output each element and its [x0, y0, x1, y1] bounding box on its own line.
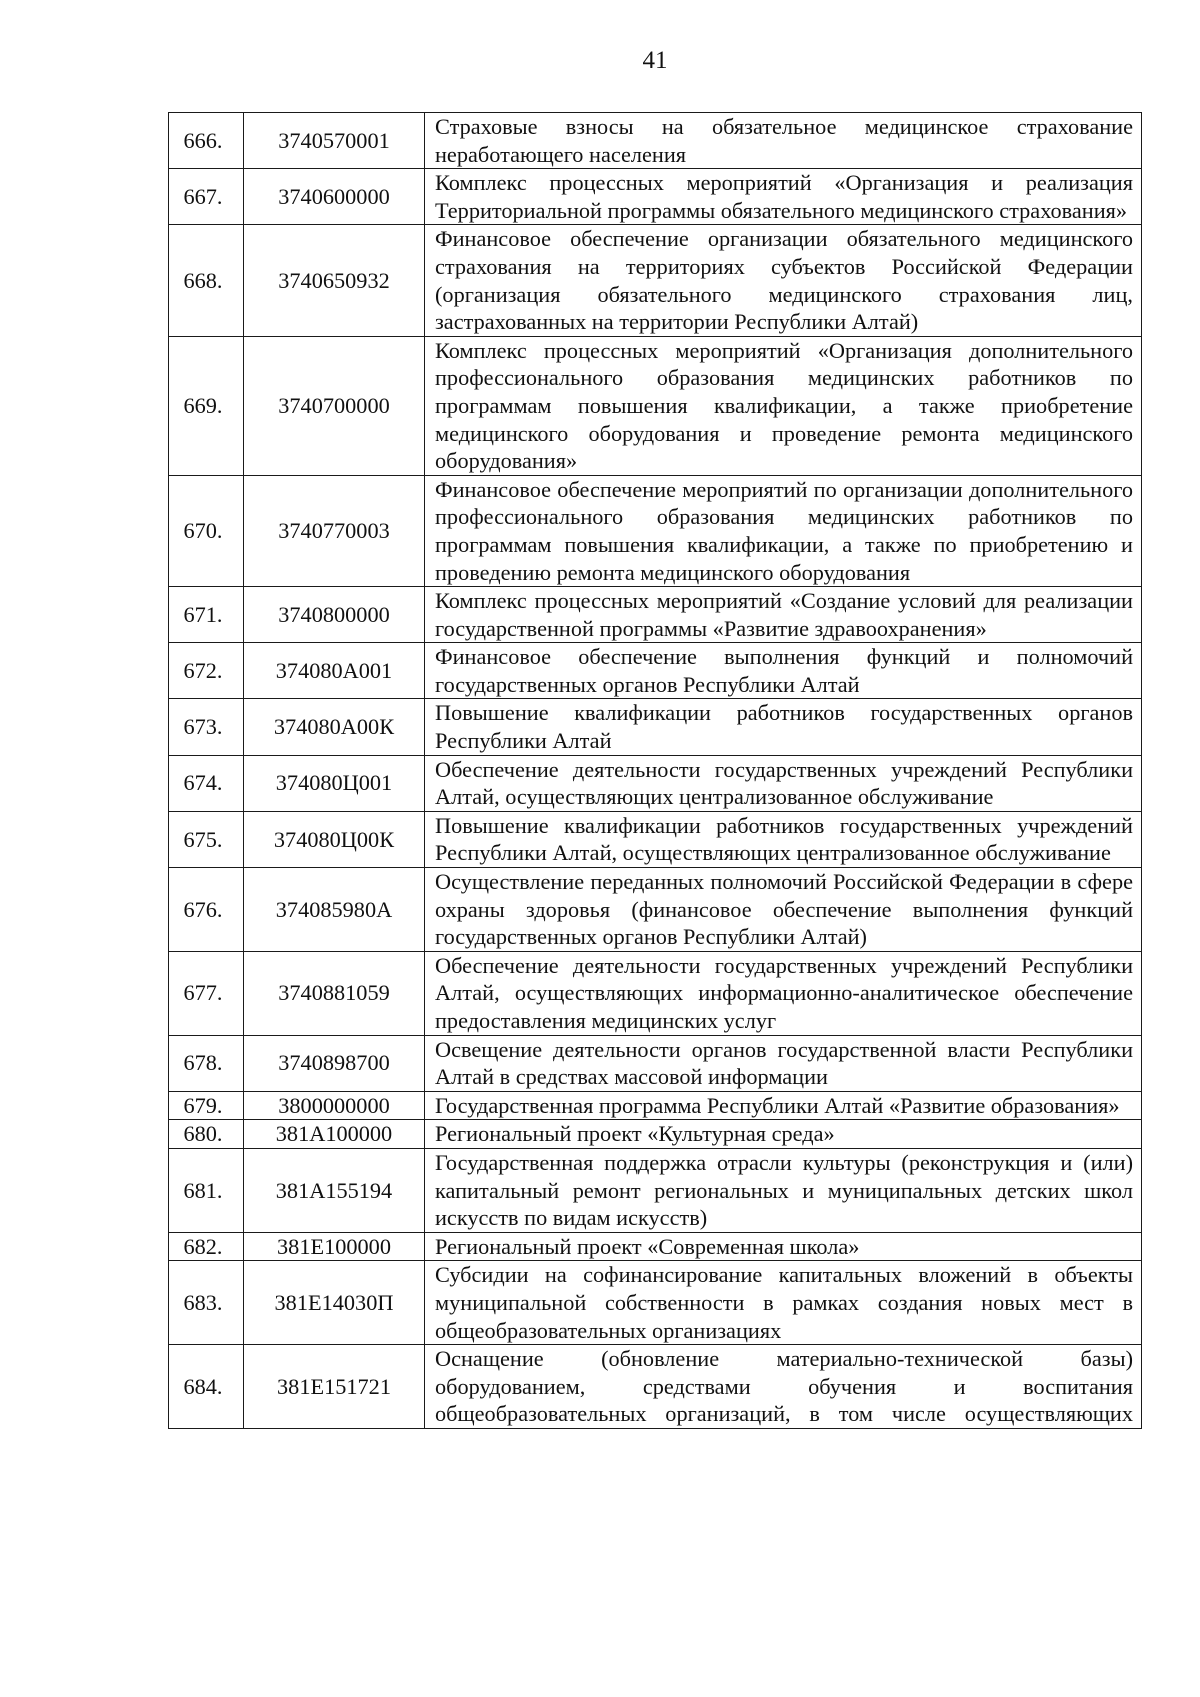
classification-code: 3740881059	[244, 951, 425, 1035]
row-description: Повышение квалификации работников государственных органов Республики Алтай	[425, 699, 1142, 755]
classification-code: 381Е14030П	[244, 1261, 425, 1345]
budget-codes-table	[168, 112, 1142, 1429]
classification-code: 3740898700	[244, 1035, 425, 1091]
row-number: 671.	[169, 587, 244, 643]
row-description: Обеспечение деятельности государственных учреждений Республики Алтай, осуществляющих информационно-аналитическое обеспечение предоставления медицинских услуг	[425, 951, 1142, 1035]
table-row	[169, 1148, 1142, 1232]
row-description: Финансовое обеспечение мероприятий по организации дополнительного профессионального образования медицинских работников по программам повышения квалификации, а также по приобретению и проведению ремонта медицинского оборудования	[425, 475, 1142, 586]
classification-code: 381Е100000	[244, 1232, 425, 1261]
table-row	[169, 113, 1142, 169]
table-row	[169, 1091, 1142, 1120]
row-number: 674.	[169, 755, 244, 811]
row-number: 683.	[169, 1261, 244, 1345]
row-description: Региональный проект «Культурная среда»	[425, 1120, 1142, 1149]
classification-code: 374080А001	[244, 643, 425, 699]
row-description: Финансовое обеспечение выполнения функций и полномочий государственных органов Республики Алтай	[425, 643, 1142, 699]
row-description: Государственная программа Республики Алтай «Развитие образования»	[425, 1091, 1142, 1120]
row-number: 667.	[169, 169, 244, 225]
table-row	[169, 336, 1142, 475]
row-number: 684.	[169, 1345, 244, 1429]
table-row	[169, 699, 1142, 755]
row-description: Финансовое обеспечение организации обязательного медицинского страхования на территориях субъектов Российской Федерации (организация обязательного медицинского страхования лиц, застрахованных на территории Республики Алтай)	[425, 225, 1142, 336]
row-number: 673.	[169, 699, 244, 755]
row-number: 669.	[169, 336, 244, 475]
row-number: 682.	[169, 1232, 244, 1261]
table-row	[169, 587, 1142, 643]
table-body	[169, 113, 1142, 1429]
row-description: Освещение деятельности органов государственной власти Республики Алтай в средствах массовой информации	[425, 1035, 1142, 1091]
row-number: 672.	[169, 643, 244, 699]
classification-code: 374085980А	[244, 868, 425, 952]
classification-code: 381А155194	[244, 1148, 425, 1232]
row-description: Государственная поддержка отрасли культуры (реконструкция и (или) капитальный ремонт региональных и муниципальных детских школ искусств по видам искусств)	[425, 1148, 1142, 1232]
classification-code: 3740800000	[244, 587, 425, 643]
table-row	[169, 169, 1142, 225]
row-number: 677.	[169, 951, 244, 1035]
classification-code: 374080Ц00К	[244, 811, 425, 867]
classification-code: 3740650932	[244, 225, 425, 336]
row-number: 670.	[169, 475, 244, 586]
classification-code: 3740770003	[244, 475, 425, 586]
table-row	[169, 1120, 1142, 1149]
row-number: 668.	[169, 225, 244, 336]
row-number: 675.	[169, 811, 244, 867]
table-row	[169, 1345, 1142, 1429]
classification-code: 381А100000	[244, 1120, 425, 1149]
row-number: 679.	[169, 1091, 244, 1120]
table-row	[169, 811, 1142, 867]
table-row	[169, 1261, 1142, 1345]
row-description: Повышение квалификации работников государственных учреждений Республики Алтай, осуществляющих централизованное обслуживание	[425, 811, 1142, 867]
table-row	[169, 951, 1142, 1035]
classification-code: 374080А00К	[244, 699, 425, 755]
classification-code: 3740600000	[244, 169, 425, 225]
classification-code: 3740700000	[244, 336, 425, 475]
row-number: 680.	[169, 1120, 244, 1149]
classification-code: 381Е151721	[244, 1345, 425, 1429]
row-number: 676.	[169, 868, 244, 952]
classification-code: 374080Ц001	[244, 755, 425, 811]
classification-code: 3800000000	[244, 1091, 425, 1120]
row-description: Комплекс процессных мероприятий «Организация дополнительного профессионального образования медицинских работников по программам повышения квалификации, а также приобретение медицинского оборудования и проведение ремонта медицинского оборудования»	[425, 336, 1142, 475]
row-description: Комплекс процессных мероприятий «Создание условий для реализации государственной программы «Развитие здравоохранения»	[425, 587, 1142, 643]
row-description: Оснащение (обновление материально-технической базы) оборудованием, средствами обучения и воспитания общеобразовательных организаций, в том числе осуществляющих	[425, 1345, 1142, 1429]
row-description: Обеспечение деятельности государственных учреждений Республики Алтай, осуществляющих централизованное обслуживание	[425, 755, 1142, 811]
table-row	[169, 475, 1142, 586]
row-number: 666.	[169, 113, 244, 169]
row-number: 678.	[169, 1035, 244, 1091]
row-description: Субсидии на софинансирование капитальных вложений в объекты муниципальной собственности в рамках создания новых мест в общеобразовательных организациях	[425, 1261, 1142, 1345]
page-number: 41	[642, 47, 668, 74]
row-description: Комплекс процессных мероприятий «Организация и реализация Территориальной программы обязательного медицинского страхования»	[425, 169, 1142, 225]
table-row	[169, 1035, 1142, 1091]
classification-code: 3740570001	[244, 113, 425, 169]
row-description: Региональный проект «Современная школа»	[425, 1232, 1142, 1261]
table-row	[169, 755, 1142, 811]
row-number: 681.	[169, 1148, 244, 1232]
table-row	[169, 643, 1142, 699]
row-description: Страховые взносы на обязательное медицинское страхование неработающего населения	[425, 113, 1142, 169]
table-row	[169, 1232, 1142, 1261]
table-row	[169, 868, 1142, 952]
table-row	[169, 225, 1142, 336]
row-description: Осуществление переданных полномочий Российской Федерации в сфере охраны здоровья (финансовое обеспечение выполнения функций государственных органов Республики Алтай)	[425, 868, 1142, 952]
